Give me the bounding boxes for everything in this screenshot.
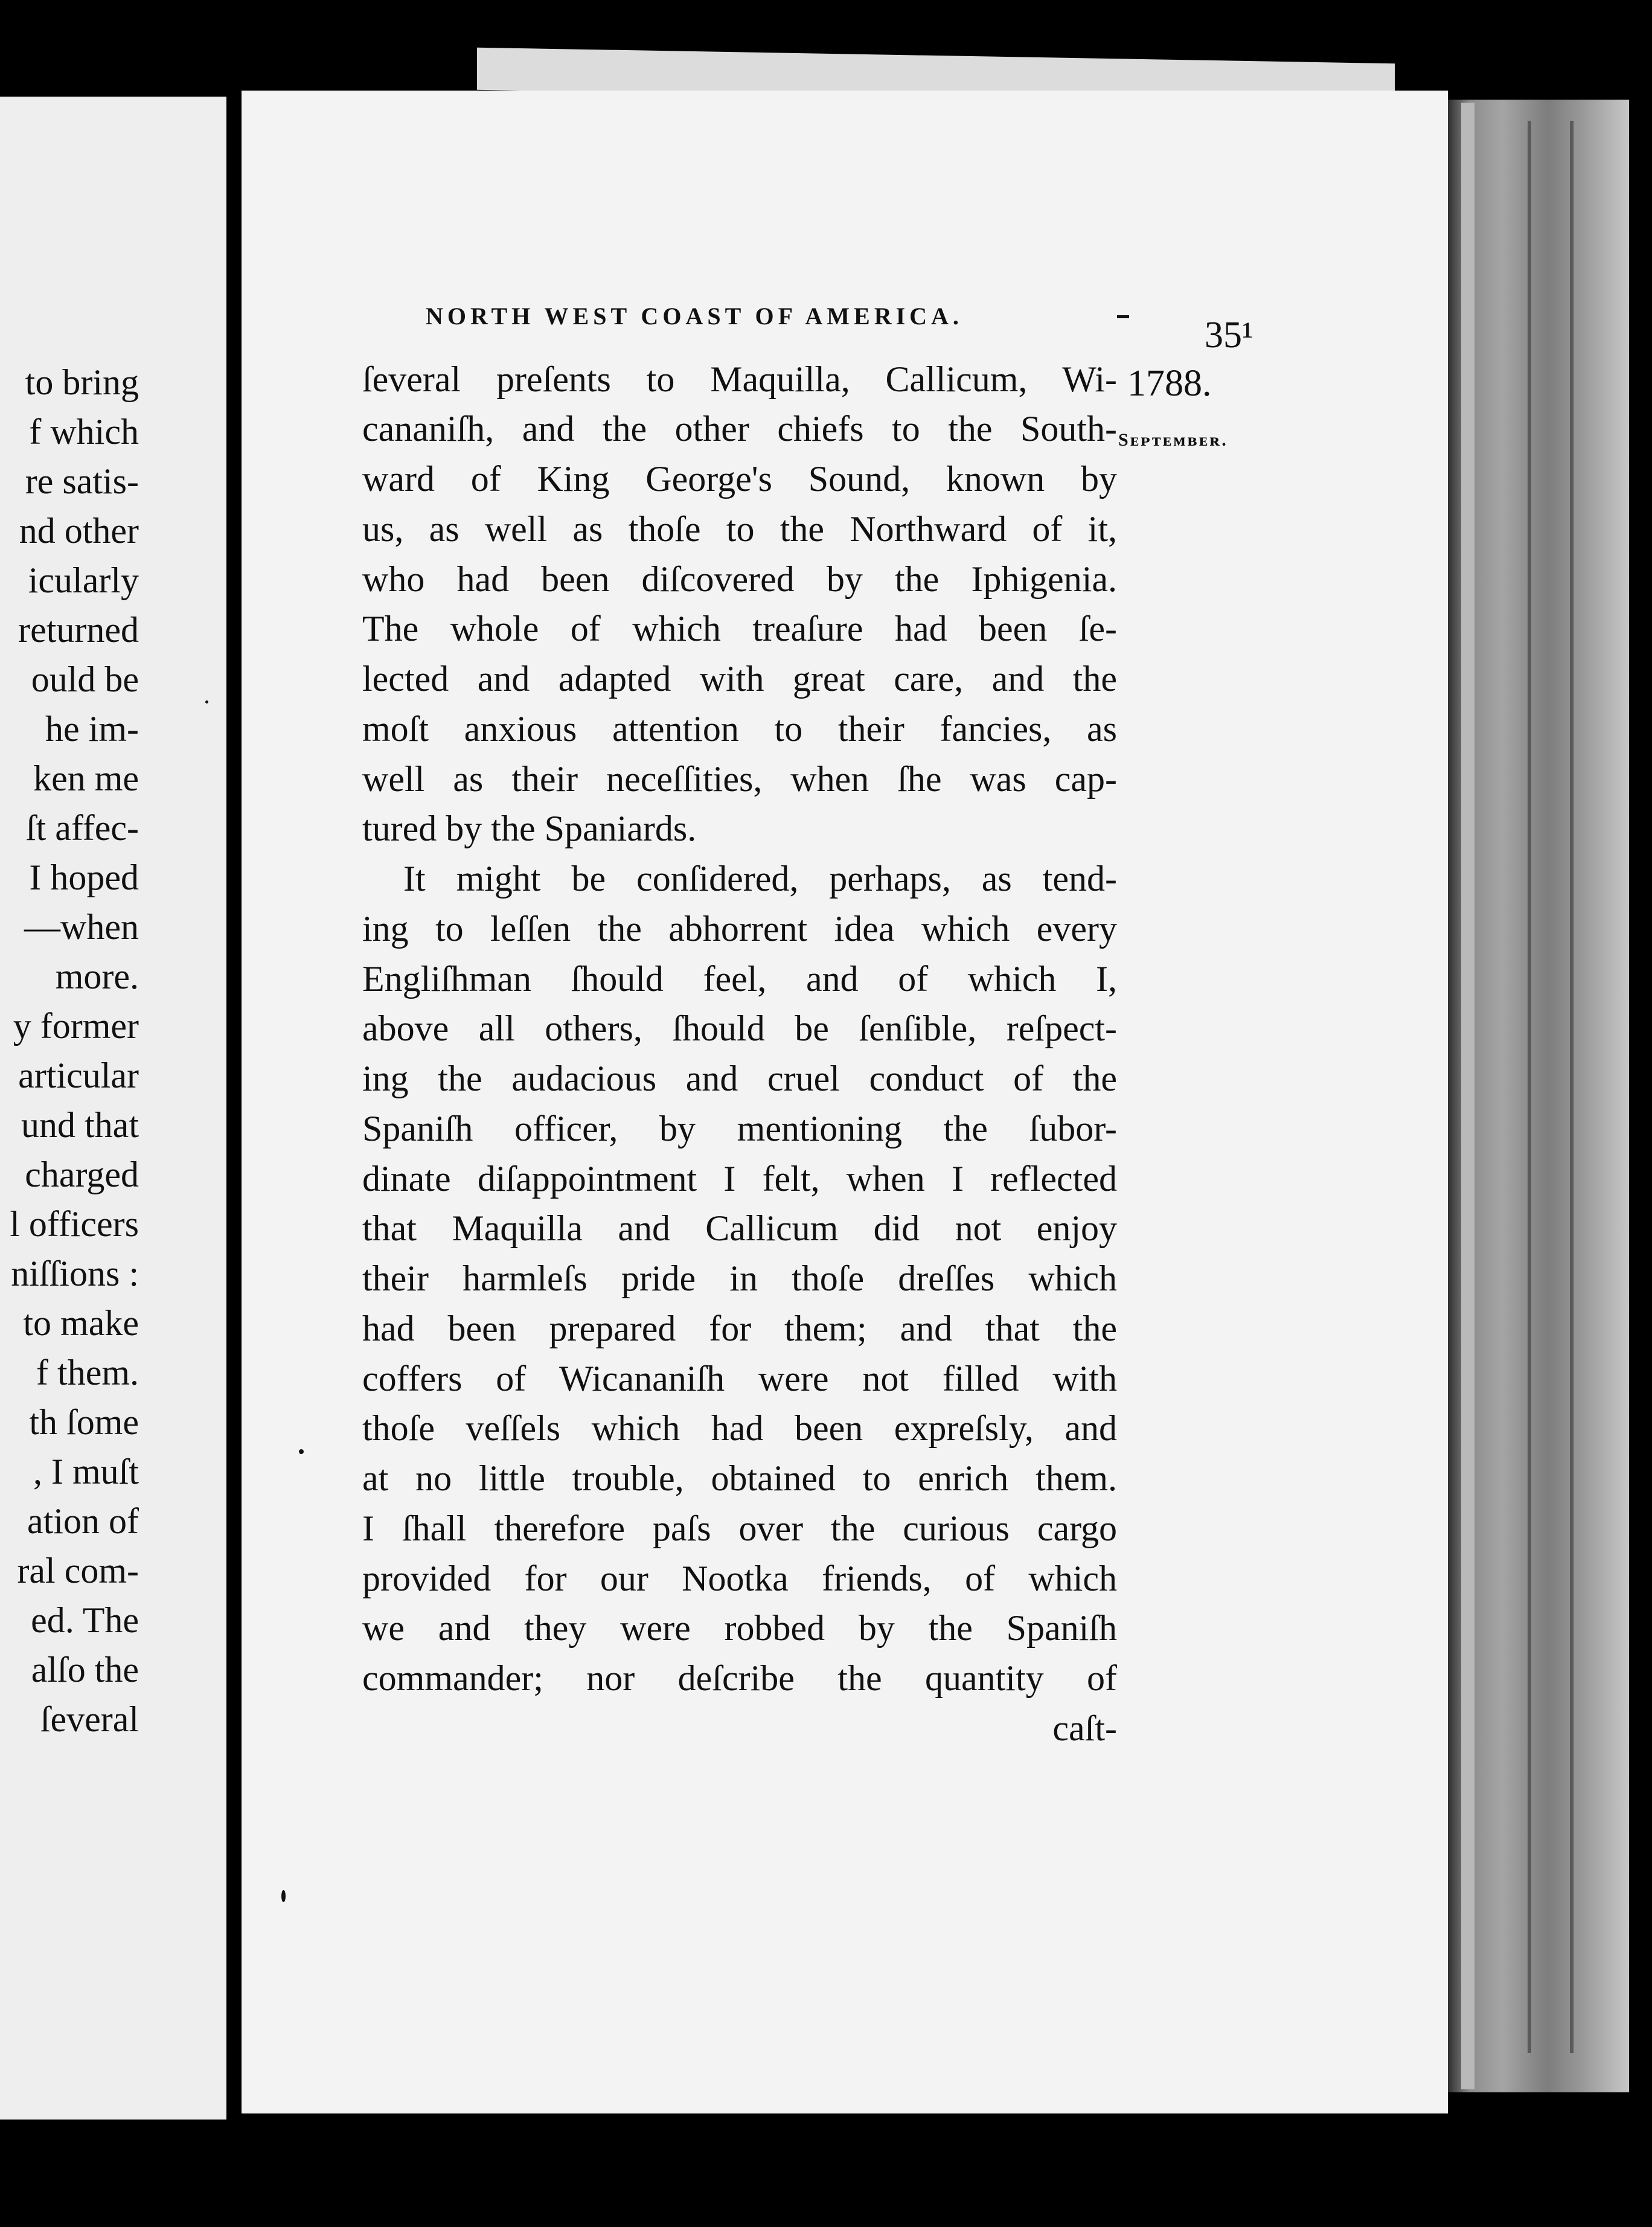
text-line: ward of King George's Sound, known by: [362, 459, 1117, 499]
left-line: ral com-: [17, 1551, 139, 1591]
ink-speck: [299, 1449, 304, 1454]
left-line: f which: [29, 412, 139, 452]
page-number: 35¹: [1205, 315, 1253, 356]
left-line: I hoped: [29, 857, 139, 897]
left-line: ken me: [33, 758, 139, 798]
text-line: commander; nor deſcribe the quantity of: [362, 1658, 1117, 1698]
text-line: coffers of Wicananiſh were not filled with: [362, 1359, 1117, 1399]
text-line: lected and adapted with great care, and the: [362, 659, 1117, 699]
book-fore-edge: [1448, 100, 1629, 2092]
left-line: to make: [23, 1303, 139, 1343]
text-line: ing the audacious and cruel conduct of the: [362, 1059, 1117, 1098]
text-line: Engliſhman ſhould feel, and of which I,: [362, 959, 1117, 999]
left-line: und that: [21, 1105, 139, 1145]
left-line: —when: [24, 907, 139, 947]
text-line: dinate diſappointment I felt, when I reflected: [362, 1159, 1117, 1199]
left-line: alſo the: [31, 1650, 139, 1690]
edge-shadow-line: [1528, 121, 1531, 2053]
text-line: thoſe veſſels which had been expreſsly, and: [362, 1408, 1117, 1448]
left-line: re satis-: [25, 461, 139, 501]
head-dash: [1117, 315, 1129, 318]
left-line: he im-: [45, 709, 139, 749]
left-line: icularly: [28, 560, 139, 600]
left-line: returned: [18, 610, 139, 650]
margin-note-month: Sᴇᴘᴛᴇᴍʙᴇʀ.: [1118, 430, 1228, 450]
ink-speck: [281, 1890, 286, 1902]
left-line: f them.: [36, 1353, 139, 1392]
text-line: at no little trouble, obtained to enrich them.: [362, 1458, 1117, 1498]
left-line: ation of: [27, 1501, 139, 1541]
margin-note-year: 1788.: [1127, 363, 1212, 404]
text-line: above all others, ſhould be ſenſible, reſpect-: [362, 1008, 1117, 1048]
text-line: who had been diſcovered by the Iphigenia.: [362, 559, 1117, 599]
text-line: us, as well as thoſe to the Northward of it,: [362, 509, 1117, 549]
previous-page-fragment: [0, 97, 226, 2120]
text-line: The whole of which treaſure had been ſe-: [362, 609, 1117, 649]
left-line: more.: [55, 956, 139, 996]
text-line: tured by the Spaniards.: [362, 809, 697, 848]
text-line: had been prepared for them; and that the: [362, 1309, 1117, 1348]
text-line: their harmleſs pride in thoſe dreſſes which: [362, 1258, 1117, 1298]
text-line: It might be conſidered, perhaps, as tend-: [403, 859, 1117, 899]
left-line: to bring: [25, 362, 139, 402]
left-line: ed. The: [31, 1600, 139, 1640]
left-line: nd other: [19, 511, 139, 551]
left-line: th ſome: [29, 1402, 139, 1442]
running-head: NORTH WEST COAST OF AMERICA.: [426, 303, 963, 330]
left-line: ſt affec-: [25, 808, 139, 848]
text-line: moſt anxious attention to their fancies, as: [362, 709, 1117, 749]
text-line: Spaniſh officer, by mentioning the ſubor-: [362, 1109, 1117, 1149]
left-line: ſeveral: [40, 1699, 139, 1739]
text-line: cananiſh, and the other chiefs to the South-: [362, 409, 1117, 449]
left-line: articular: [18, 1056, 139, 1095]
catchword: caſt-: [1052, 1708, 1117, 1748]
left-line: charged: [25, 1155, 139, 1194]
text-line: that Maquilla and Callicum did not enjoy: [362, 1208, 1117, 1248]
left-line: ould be: [31, 659, 139, 699]
left-line: l officers: [10, 1204, 139, 1244]
left-line: , I muſt: [33, 1452, 139, 1492]
text-line: well as their neceſſities, when ſhe was cap-: [362, 759, 1117, 799]
left-line: y former: [13, 1006, 139, 1046]
left-line: niſſions :: [11, 1254, 139, 1293]
text-line: ing to leſſen the abhorrent idea which every: [362, 909, 1117, 949]
text-line: I ſhall therefore paſs over the curious cargo: [362, 1508, 1117, 1548]
text-line: provided for our Nootka friends, of which: [362, 1559, 1117, 1598]
edge-shadow-line: [1570, 121, 1574, 2053]
page-fold: [1461, 103, 1474, 2089]
text-line: ſeveral preſents to Maquilla, Callicum, Wi-: [362, 359, 1117, 399]
text-line: we and they were robbed by the Spaniſh: [362, 1608, 1117, 1648]
ink-speck: [205, 700, 208, 703]
